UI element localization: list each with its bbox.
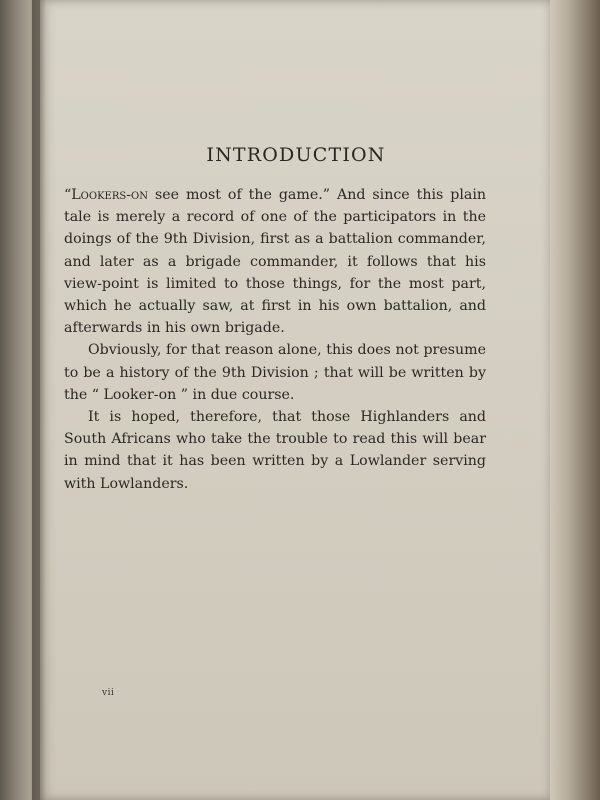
page-title: INTRODUCTION bbox=[206, 144, 386, 166]
paragraph-1 bbox=[64, 184, 486, 339]
page-body bbox=[64, 184, 486, 495]
paragraph-3: It is hoped, therefore, that those Highlanders and South Africans who take the trouble to read this will bear in mind that it has been written by a Lowlander serving with Lowlanders. bbox=[64, 409, 486, 492]
spine-shadow bbox=[32, 0, 46, 800]
paragraph-2: Obviously, for that reason alone, this does not presume to be a history of the 9th Division ; that will be written by the “ Looker-on ” in due course. bbox=[64, 342, 486, 403]
opening-smallcaps: Lookers-on bbox=[71, 187, 148, 203]
right-page-edge bbox=[550, 0, 600, 800]
opening-quote: “ bbox=[64, 187, 72, 203]
paragraph-1-text: see most of the game.” And since this plain tale is merely a record of one of the participators in the doings of the 9th Division, first as a battalion commander, and later as a brigade commander, it follows that his view-point is limited to those things, for the most part, which he actually saw, at first in his own battalion, and afterwards in his own brigade. bbox=[64, 187, 486, 337]
book-page bbox=[40, 0, 552, 800]
page-number: vii bbox=[102, 688, 115, 698]
